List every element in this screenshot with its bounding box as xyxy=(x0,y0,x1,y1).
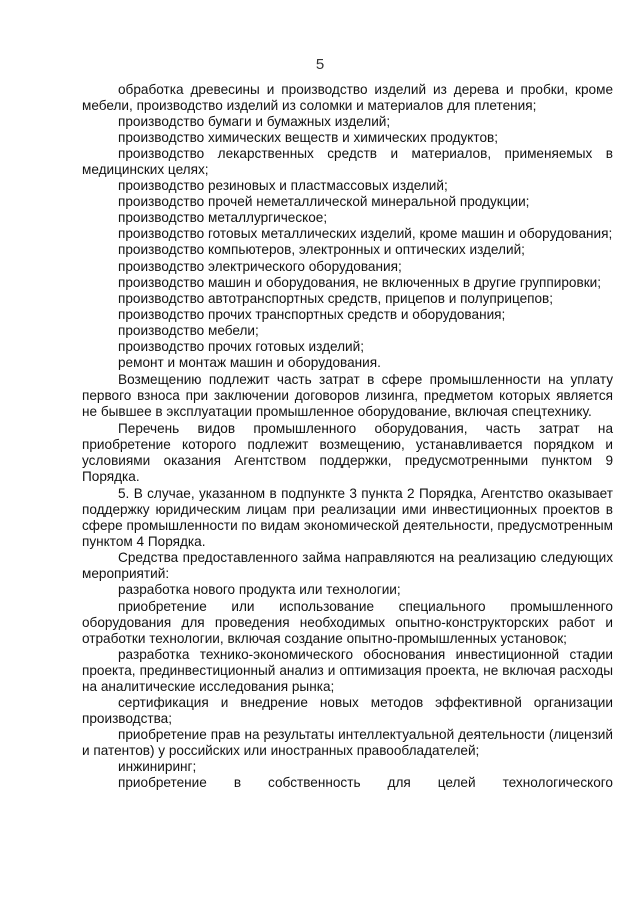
paragraph-8: производство готовых металлических изделий, кроме машин и оборудования; xyxy=(118,226,613,242)
paragraph-5: производство резиновых и пластмассовых изделий; xyxy=(118,178,448,194)
paragraph-12: производство автотранспортных средств, прицепов и полуприцепов; xyxy=(118,290,554,306)
paragraph-27: приобретение в собственность для целей технологического xyxy=(118,775,613,791)
paragraph-24: сертификация и внедрение новых методов эффективной организации производства; xyxy=(82,694,613,726)
paragraph-6: производство прочей неметаллической минеральной продукции; xyxy=(118,194,530,210)
paragraph-13: производство прочих транспортных средств и оборудования; xyxy=(118,306,506,322)
paragraph-10: производство электрического оборудования; xyxy=(118,258,402,274)
paragraph-16: ремонт и монтаж машин и оборудования. xyxy=(118,354,381,370)
paragraph-15: производство прочих готовых изделий; xyxy=(118,338,365,354)
paragraph-20: Средства предоставленного займа направляются на реализацию следующих мероприятий: xyxy=(82,550,613,582)
paragraph-14: производство мебели; xyxy=(118,322,259,338)
paragraph-7: производство металлургическое; xyxy=(118,210,328,226)
page-number: 5 xyxy=(315,56,325,73)
paragraph-19: 5. В случае, указанном в подпункте 3 пункта 2 Порядка, Агентство оказывает поддержку юридическим лицам при реализации ими инвестиционных проектов в сфере промышленности по видам экономической деятельности, предусмотренным пунктом 4 Порядка. xyxy=(82,486,613,550)
paragraph-21: разработка нового продукта или технологии; xyxy=(118,582,401,598)
paragraph-2: производство бумаги и бумажных изделий; xyxy=(118,114,391,130)
paragraph-23: разработка технико-экономического обоснования инвестиционной стадии проекта, прединвестиционный анализ и оптимизация проекта, не включая расходы на аналитические исследования рынка; xyxy=(82,646,613,694)
paragraph-17: Возмещению подлежит часть затрат в сфере промышленности на уплату первого взноса при заключении договоров лизинга, предметом которых является не бывшее в эксплуатации промышленное оборудование, включая спецтехнику. xyxy=(82,371,613,419)
paragraph-4: производство лекарственных средств и материалов, применяемых в медицинских целях; xyxy=(82,146,613,178)
paragraph-22: приобретение или использование специального промышленного оборудования для проведения необходимых опытно-конструкторских работ и отработки технологии, включая создание опытно-промышленных установок; xyxy=(82,598,613,646)
document-body xyxy=(82,82,613,791)
paragraph-26: инжиниринг; xyxy=(118,758,197,774)
paragraph-9: производство компьютеров, электронных и оптических изделий; xyxy=(118,242,525,258)
paragraph-1: обработка древесины и производство изделий из дерева и пробки, кроме мебели, производство изделий из соломки и материалов для плетения; xyxy=(82,82,613,114)
paragraph-3: производство химических веществ и химических продуктов; xyxy=(118,130,499,146)
paragraph-25: приобретение прав на результаты интеллектуальной деятельности (лицензий и патентов) у российских или иностранных правообладателей; xyxy=(82,726,613,758)
paragraph-11: производство машин и оборудования, не включенных в другие группировки; xyxy=(118,274,602,290)
paragraph-18: Перечень видов промышленного оборудования, часть затрат на приобретение которого подлежит возмещению, устанавливается порядком и условиями оказания Агентством поддержки, предусмотренными пунктом 9 Порядка. xyxy=(82,420,613,485)
